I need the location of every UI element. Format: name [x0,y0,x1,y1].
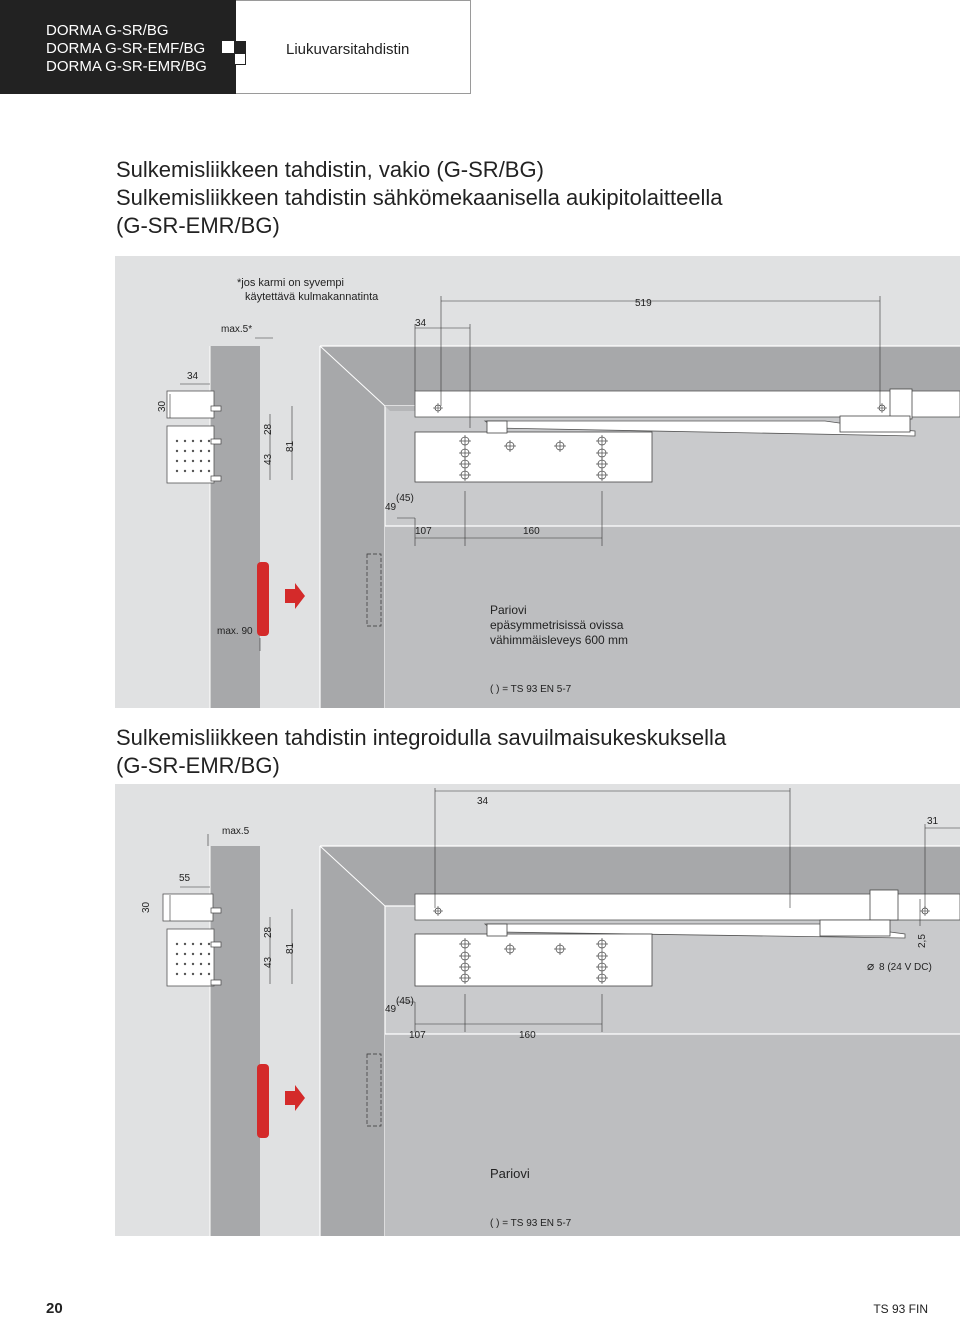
installation-diagram-smoke [115,784,960,1236]
dim-label: 519 [635,298,652,309]
dim-label: 107 [409,1030,426,1041]
page-header [0,0,472,94]
note-text: *jos karmi on syvempi [237,277,344,289]
model-list [46,22,207,76]
document-code: TS 93 FIN [873,1302,928,1316]
dim-label: 43 [263,956,274,968]
dim-label: max.5* [221,324,253,335]
dim-label: 28 [263,926,274,938]
dim-label: (45) [396,996,414,1007]
dim-label: 2,5 [917,934,928,948]
dim-label: max. 90 [217,626,253,637]
square-icon [222,41,234,53]
standard-note: ( ) = TS 93 EN 5-7 [490,1218,572,1229]
dim-label: 49 [385,1004,397,1015]
page-number: 20 [46,1300,63,1317]
dim-label: 8 (24 V DC) [879,962,932,973]
square-icon [222,53,234,65]
title-line: Sulkemisliikkeen tahdistin integroidulla savuilmaisukeskuksella [116,725,727,750]
dim-label: 28 [263,423,274,435]
dim-label: 81 [285,942,296,954]
installation-diagram-standard [115,256,960,708]
section-title-standard [116,156,723,240]
square-icon [234,53,246,65]
product-title: Liukuvarsitahdistin [286,41,410,58]
dim-label: 43 [263,453,274,465]
dim-label: 160 [519,1030,536,1041]
dim-label: 30 [157,400,168,412]
dim-label: 34 [187,371,199,382]
dim-label: 31 [927,816,939,827]
square-icon [234,41,246,53]
dim-label: 107 [415,526,432,537]
model-name: DORMA G-SR-EMF/BG [46,40,206,57]
diameter-icon: ⌀ [867,959,875,973]
section-title-smoke [116,724,726,780]
dim-label: max.5 [222,826,250,837]
note-text: käytettävä kulmakannatinta [245,291,379,303]
dim-label: 81 [285,440,296,452]
diagram-svg [115,784,960,1236]
title-line: (G-SR-EMR/BG) [116,213,280,238]
title-line: Sulkemisliikkeen tahdistin sähkömekaanisella aukipitolaitteella [116,185,723,210]
diagram-svg [115,256,960,708]
model-name: DORMA G-SR-EMR/BG [46,58,207,75]
dim-label: 34 [415,318,427,329]
header-model-block [0,0,236,94]
caption-text: Pariovi [490,603,527,617]
dim-label: 160 [523,526,540,537]
dim-label: (45) [396,493,414,504]
title-line: (G-SR-EMR/BG) [116,753,280,778]
title-line: Sulkemisliikkeen tahdistin, vakio (G-SR/BG) [116,157,544,182]
caption-text: Pariovi [490,1166,530,1181]
dim-label: 34 [477,796,489,807]
dim-label: 30 [141,901,152,913]
dim-label: 55 [179,873,191,884]
model-name: DORMA G-SR/BG [46,22,169,39]
caption-text: epäsymmetrisissä ovissa [490,618,624,632]
header-title-block [236,0,471,94]
caption-text: vähimmäisleveys 600 mm [490,633,629,647]
dim-label: 49 [385,502,397,513]
standard-note: ( ) = TS 93 EN 5-7 [490,684,572,695]
